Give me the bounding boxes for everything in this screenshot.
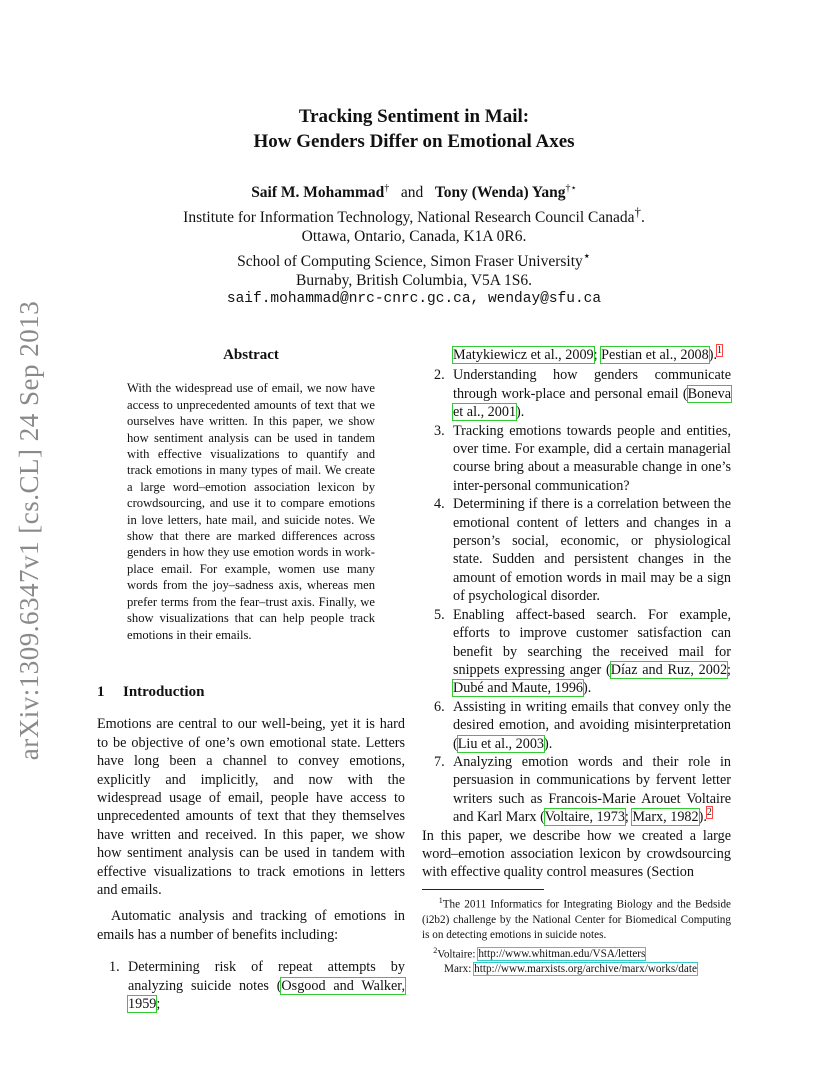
list-item — [434, 698, 731, 753]
abstract-text: With the widespread use of email, we now have access to unprecedented amounts of text that we ourselves have written. In this paper, we show how sentiment analysis can be used in tandem with effective visualizations to quantify and track emotions in many types of mail. We create a large word–emotion association lexicon by crowdsourcing, and use it to compare emotions in love letters, hate mail, and suicide notes. We show that there are marked differences across genders in how they use emotion words in work-place email. For example, women use many words from the joy–sadness axis, whereas men prefer terms from the fear–trust axis. Finally, we show visualizations that can help people track emotions in their emails. — [127, 381, 375, 642]
citation-link[interactable]: Pestian et al., 2008 — [601, 347, 709, 363]
citation-link[interactable]: Díaz and Ruz, 2002 — [610, 661, 728, 678]
author-2: Tony (Wenda) Yang — [434, 184, 566, 202]
affiliation-1-mark: † — [634, 204, 641, 220]
list-item-text: Analyzing emotion words and their role in persuasion in communications by fervent letter writers such as Francois-Marie Arouet Voltaire and Karl Marx (Voltaire, 1973; Marx, 1982).$^2$ — [453, 753, 731, 826]
voltaire-url-link[interactable]: http://www.whitman.edu/VSA/letters — [478, 948, 646, 961]
benefits-list — [97, 958, 405, 1013]
list-item-text: Enabling affect-based search. For example, efforts to improve customer satisfaction can benefit by searching the received mail for snippets expressing anger (Díaz and Ruz, 2002; Dubé and Maute, 1996). — [453, 606, 731, 697]
citation-link[interactable]: Marx, 1982 — [632, 809, 699, 826]
author-emails: saif.mohammad@nrc-cnrc.gc.ca, wenday@sfu.ca — [226, 291, 602, 308]
list-item-text: Tracking emotions towards people and entities, over time. For example, did a certain managerial course bring about a measurable change in one’s inter-personal communication? — [453, 422, 731, 494]
authors-and: and — [400, 184, 424, 202]
intro-paragraph-1: Emotions are central to our well-being, yet it is hard to be objective of one’s own emotional state. Letters have long been a channel to convey emotions, explicitly and implicitly, and now with the widespread usage of email, people have access to unprecedented amounts of text that they themselves have written and received. In this paper, we show how sentiment analysis can be used in tandem with effective visualizations to track emotions in letters and emails. — [97, 716, 405, 898]
footnote-2: $^2$Voltaire: http://www.whitman.edu/VSA/letters — [433, 945, 646, 961]
list-item-text: Understanding how genders communicate through work-place and personal email (Boneva et al., 2001). — [453, 367, 731, 421]
citation-link[interactable]: Voltaire, 1973 — [544, 809, 625, 826]
list-item — [109, 958, 405, 1013]
left-column — [97, 346, 405, 1013]
author-2-mark: †⋆ — [565, 183, 577, 194]
footnote-divider — [422, 889, 544, 890]
list-item-number: 7. — [434, 753, 445, 770]
citation-link[interactable]: Osgood and Walker, 1959 — [128, 977, 405, 1012]
arxiv-identifier-text: arXiv:1309.6347v1 [cs.CL] 24 Sep 2013 — [14, 300, 45, 760]
footnote-1-mark: 1 — [438, 895, 443, 905]
closing-paragraph: In this paper, we describe how we created a large word–emotion association lexicon by crowdsourcing with effective quality control measures (Section — [422, 827, 731, 881]
list-item-number: 2. — [434, 367, 445, 384]
authors-block — [0, 179, 828, 309]
author-1-mark: † — [384, 183, 390, 194]
list-item — [434, 753, 731, 827]
list-item-text: Determining risk of repeat attempts by analyzing suicide notes (Osgood and Walker, 1959; — [128, 959, 405, 1012]
paper-title — [0, 104, 828, 154]
list-item-text: Assisting in writing emails that convey only the desired emotion, and avoiding misinterpretation (Liu et al., 2003). — [453, 698, 731, 752]
address-1: Ottawa, Ontario, Canada, K1A 0R6. — [301, 228, 527, 246]
title-line-2: How Genders Differ on Emotional Axes — [253, 131, 575, 152]
list-item — [434, 366, 731, 421]
footnote-1: $^1$The 2011 Informatics for Integrating Biology and the Bedside (i2b2) challenge by the National Center for Biomedical Computing is on detecting emotions in suicide notes. — [422, 895, 732, 941]
list-item-text: Determining if there is a correlation between the emotional content of letters and changes in a person’s social, economic, or physiological state. Sudden and persistent changes in the amount of emotion words in mail may be a sign of psychological disorder. — [453, 496, 731, 605]
list-item — [434, 606, 731, 698]
footnote-2-mark: 2 — [433, 945, 438, 955]
list-item-number: 4. — [434, 496, 445, 513]
list-item-number: 6. — [434, 698, 445, 715]
abstract-heading: Abstract — [223, 347, 279, 363]
benefits-list-continued — [422, 366, 731, 826]
footnote-2-line-2: Marx: http://www.marxists.org/archive/marx/works/date — [444, 963, 697, 976]
affiliation-2-mark: ⋆ — [582, 248, 591, 264]
list-item — [434, 422, 731, 496]
citation-link[interactable]: Matykiewicz et al., 2009 — [453, 347, 594, 363]
intro-paragraph-2: Automatic analysis and tracking of emotions in emails has a number of benefits including: — [97, 908, 405, 943]
section-heading-introduction — [97, 683, 405, 701]
right-column — [422, 346, 731, 977]
list-item — [434, 495, 731, 605]
title-line-1: Tracking Sentiment in Mail: — [298, 106, 530, 127]
citation-link[interactable]: Boneva et al., 2001 — [453, 385, 731, 421]
address-2: Burnaby, British Columbia, V5A 1S6. — [296, 272, 532, 290]
affiliation-1: Institute for Information Technology, National Research Council Canada†. — [183, 204, 645, 227]
footnote-ref-link[interactable]: 1 — [717, 345, 723, 357]
footnotes — [422, 893, 731, 977]
list-item-number: 3. — [434, 422, 445, 439]
citation-link[interactable]: Liu et al., 2003 — [457, 735, 545, 752]
list-item-number: 5. — [434, 606, 445, 623]
arxiv-identifier-stamp — [12, 295, 48, 765]
list-item-number: 1. — [109, 959, 120, 976]
footnote-ref-link[interactable]: 2 — [706, 807, 712, 819]
author-1: Saif M. Mohammad — [251, 184, 385, 202]
list-item-continuation: Matykiewicz et al., 2009; Pestian et al., 2008).$^1$ — [453, 345, 723, 363]
author-names — [0, 179, 828, 202]
marx-url-link[interactable]: http://www.marxists.org/archive/marx/works/date — [474, 963, 697, 976]
citation-link[interactable]: Dubé and Maute, 1996 — [453, 680, 584, 697]
affiliation-2: School of Computing Science, Simon Fraser University⋆ — [237, 248, 591, 271]
section-number: 1 — [97, 683, 105, 700]
section-title: Introduction — [123, 683, 205, 700]
